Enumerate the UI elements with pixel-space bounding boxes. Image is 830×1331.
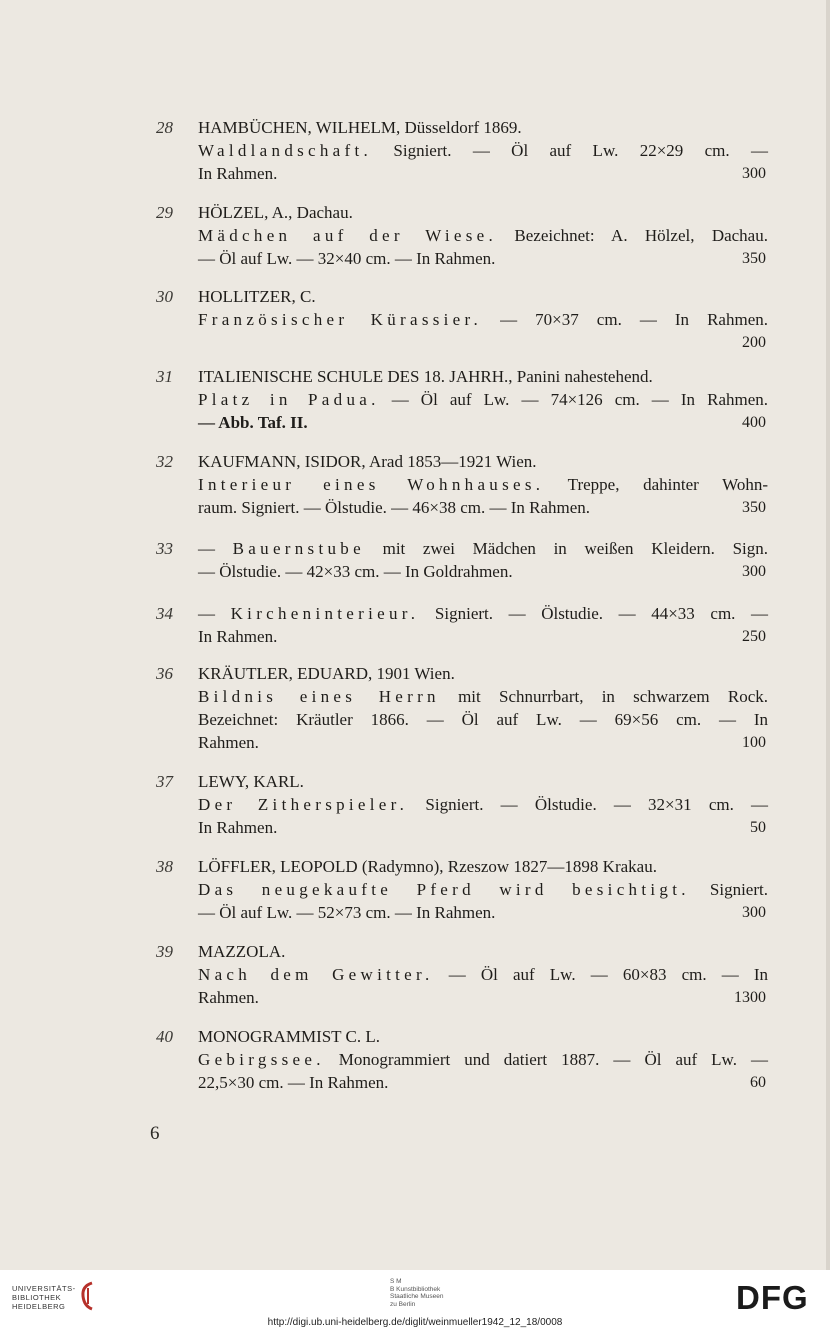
artwork-title: Der Zitherspieler.: [198, 795, 409, 814]
detail-line: Rahmen.: [198, 733, 259, 752]
price: 250: [742, 628, 766, 645]
lot-number: 28: [156, 118, 173, 137]
artist-line: LÖFFLER, LEOPOLD (Radymno), Rzeszow 1827—1898 Krakau.: [198, 857, 657, 876]
artwork-title: Interieur eines Wohnhauses.: [198, 475, 545, 494]
title-line: [198, 139, 768, 162]
artwork-title: Bildnis eines Herrn: [198, 687, 440, 706]
artwork-description: mit Schnurrbart, in schwarzem Rock.: [439, 687, 768, 706]
artwork-description: Treppe, dahinter Wohn-: [544, 475, 768, 494]
title-line: [198, 878, 768, 901]
price: 100: [742, 734, 766, 751]
dash-prefix: —: [198, 604, 231, 623]
artwork-title: Nach dem Gewitter.: [198, 965, 434, 984]
price: 200: [742, 334, 766, 351]
lot-number: 37: [156, 772, 173, 791]
footer: [0, 1270, 830, 1331]
detail-line: Bezeichnet: Kräutler 1866. — Öl auf Lw. — 69×56 cm. — In: [198, 710, 768, 729]
price: 350: [742, 499, 766, 516]
price: 300: [742, 563, 766, 580]
artwork-title: Mädchen auf der Wiese.: [198, 226, 498, 245]
detail-line: raum. Signiert. — Ölstudie. — 46×38 cm. — In Rahmen.: [198, 498, 591, 517]
artist-line: ITALIENISCHE SCHULE DES 18. JAHRH., Panini nahestehend.: [198, 367, 653, 386]
university-logo-icon: [78, 1280, 98, 1312]
lot-number: 31: [156, 367, 173, 386]
artist-line: HOLLITZER, C.: [198, 287, 316, 306]
title-line: [198, 602, 768, 625]
price: 400: [742, 414, 766, 431]
artist-line: MONOGRAMMIST C. L.: [198, 1027, 380, 1046]
artist-line: LEWY, KARL.: [198, 772, 304, 791]
artwork-title: Französischer Kürassier.: [198, 310, 483, 329]
artwork-description: — Öl auf Lw. — 60×83 cm. — In: [433, 965, 768, 984]
detail-line: In Rahmen.: [198, 818, 278, 837]
title-line: [198, 963, 768, 986]
artwork-description: Monogrammiert und datiert 1887. — Öl auf Lw. —: [324, 1050, 768, 1069]
source-url-link[interactable]: http://digi.ub.uni-heidelberg.de/diglit/weinmueller1942_12_18/0008: [267, 1317, 563, 1328]
title-line: [198, 537, 768, 560]
artist-line: KRÄUTLER, EDUARD, 1901 Wien.: [198, 664, 455, 683]
lot-number: 38: [156, 857, 173, 876]
artwork-title: Gebirgssee.: [198, 1050, 325, 1069]
price: 1300: [734, 989, 766, 1006]
title-line: [198, 1048, 768, 1071]
artist-line: MAZZOLA.: [198, 942, 286, 961]
artwork-description: Bezeichnet: A. Hölzel, Dachau.: [497, 226, 768, 245]
artwork-description: Signiert. — Öl auf Lw. 22×29 cm. —: [372, 141, 768, 160]
price: 300: [742, 165, 766, 182]
page-number: 6: [150, 1123, 160, 1144]
title-line: [198, 224, 768, 247]
detail-line: — Ölstudie. — 42×33 cm. — In Goldrahmen.: [198, 562, 513, 581]
lot-number: 32: [156, 452, 173, 471]
detail-line: In Rahmen.: [198, 627, 278, 646]
lot-number: 39: [156, 942, 173, 961]
title-line: [198, 685, 768, 708]
artwork-description: Signiert. — Ölstudie. — 32×31 cm. —: [408, 795, 769, 814]
artwork-title: Platz in Padua.: [198, 390, 380, 409]
dash-prefix: —: [198, 539, 233, 558]
artwork-title: Kircheninterieur.: [230, 604, 420, 623]
artwork-description: — Öl auf Lw. — 74×126 cm. — In Rahmen.: [379, 390, 769, 409]
artwork-title: Bauernstube: [232, 539, 365, 558]
price: 300: [742, 904, 766, 921]
detail-line: 22,5×30 cm. — In Rahmen.: [198, 1073, 389, 1092]
title-line: [198, 473, 768, 496]
title-line: [198, 388, 768, 411]
detail-line: — Öl auf Lw. — 52×73 cm. — In Rahmen.: [198, 903, 496, 922]
artist-line: KAUFMANN, ISIDOR, Arad 1853—1921 Wien.: [198, 452, 537, 471]
lot-number: 29: [156, 203, 173, 222]
artwork-description: mit zwei Mädchen in weißen Kleidern. Sign.: [364, 539, 768, 558]
detail-line: — Abb. Taf. II.: [198, 413, 308, 432]
lot-number: 34: [156, 604, 173, 623]
title-line: [198, 793, 768, 816]
price: 350: [742, 250, 766, 267]
artwork-description: — 70×37 cm. — In Rahmen.: [482, 310, 768, 329]
lot-number: 40: [156, 1027, 173, 1046]
artwork-title: Das neugekaufte Pferd wird besichtigt.: [198, 880, 690, 899]
university-library-logo-text: UNIVERSITÄTS- BIBLIOTHEK HEIDELBERG: [12, 1284, 76, 1311]
artist-line: HÖLZEL, A., Dachau.: [198, 203, 353, 222]
artist-line: HAMBÜCHEN, WILHELM, Düsseldorf 1869.: [198, 118, 522, 137]
lot-number: 30: [156, 287, 173, 306]
artwork-title: Waldlandschaft.: [198, 141, 373, 160]
dfg-logo: DFG: [736, 1279, 809, 1316]
detail-line: Rahmen.: [198, 988, 259, 1007]
lot-number: 33: [156, 539, 173, 558]
title-line: [198, 308, 768, 331]
artwork-description: Signiert. — Ölstudie. — 44×33 cm. —: [419, 604, 769, 623]
price: 50: [750, 819, 766, 836]
kunstbibliothek-logo-text: S M B Kunstbibliothek Staatliche Museen zu Berlin: [390, 1278, 444, 1308]
artwork-description: Signiert.: [689, 880, 768, 899]
price: 60: [750, 1074, 766, 1091]
detail-line: In Rahmen.: [198, 164, 278, 183]
lot-number: 36: [156, 664, 173, 683]
detail-line: — Öl auf Lw. — 32×40 cm. — In Rahmen.: [198, 249, 496, 268]
